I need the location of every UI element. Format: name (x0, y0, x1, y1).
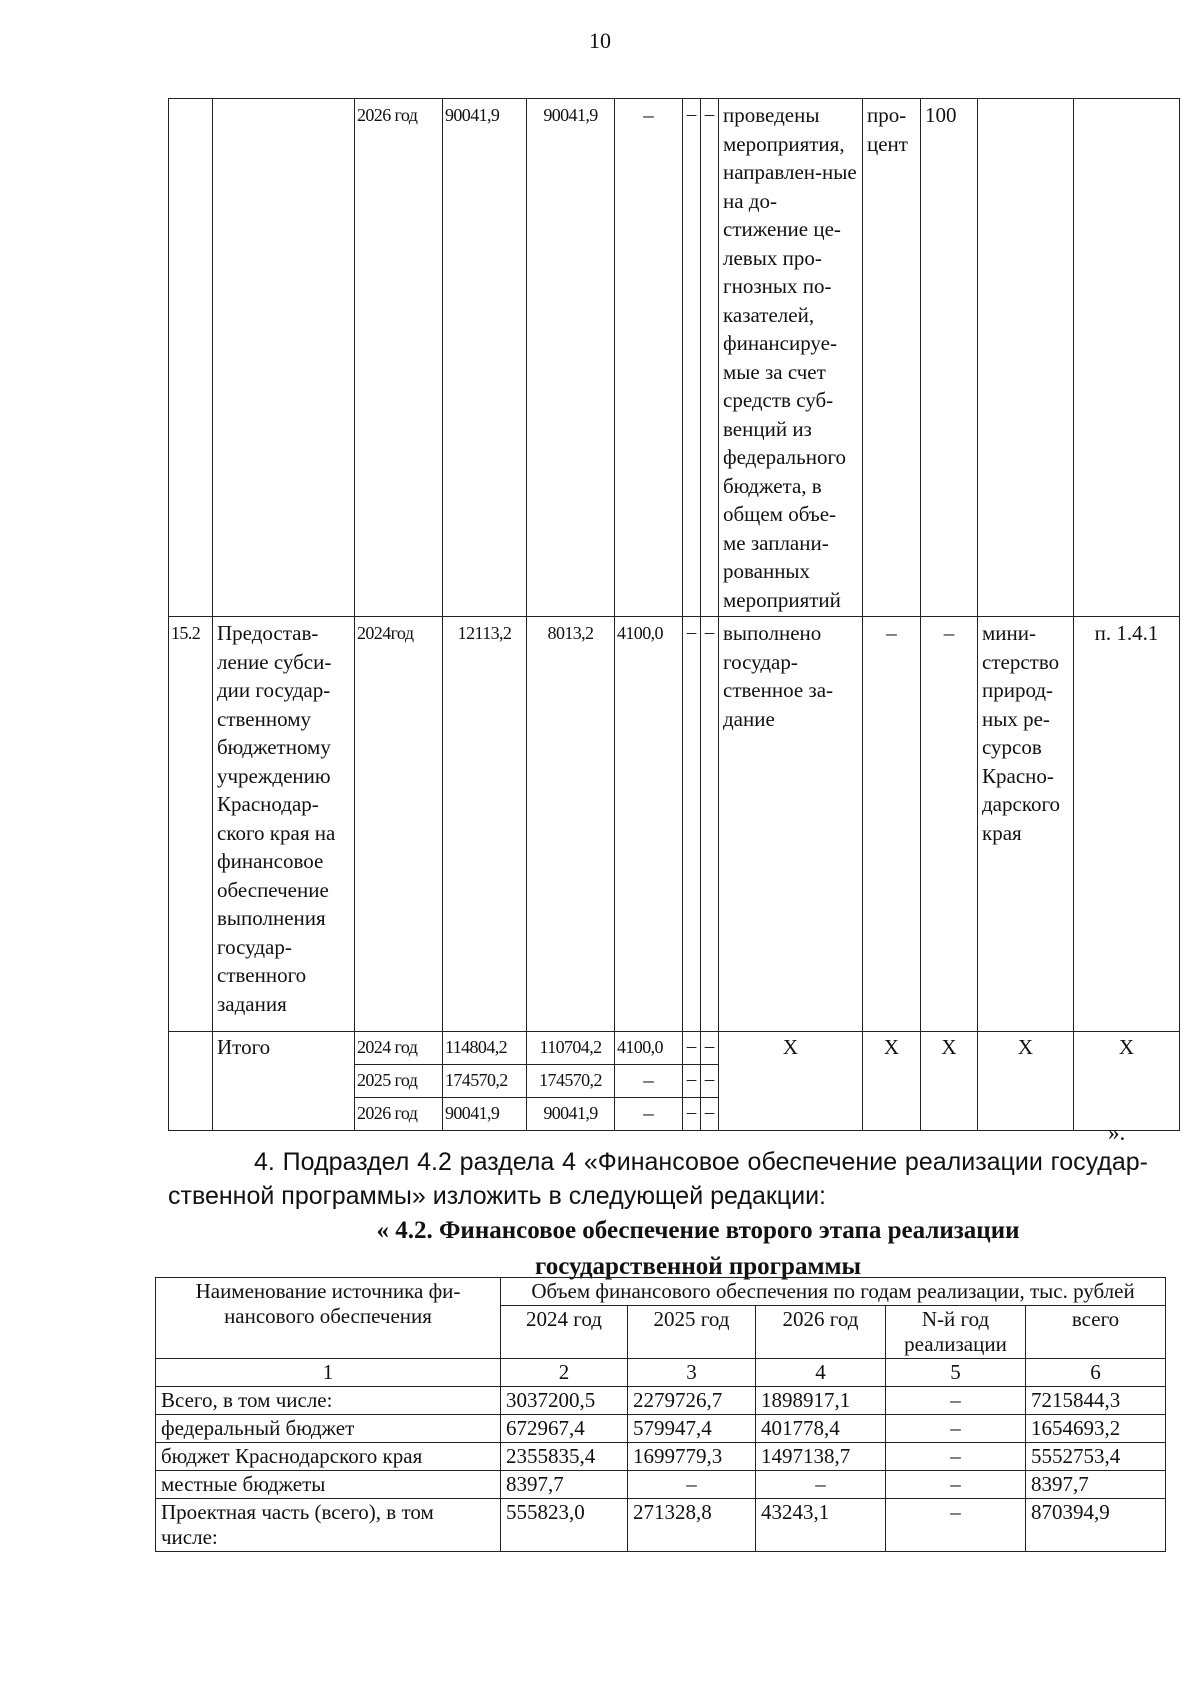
value-cell: 401778,4 (756, 1415, 886, 1443)
closing-quote: ». (1108, 1120, 1126, 1145)
header-total: всего (1026, 1306, 1166, 1359)
table-row (156, 1387, 1166, 1415)
value-cell: 555823,0 (501, 1499, 628, 1552)
col-number: 3 (628, 1359, 756, 1387)
x-cell: X (719, 1032, 863, 1131)
value-cell: 1654693,2 (1026, 1415, 1166, 1443)
executor-cell: мини-стерство природ-ных ре-сурсов Красно-дарского края (978, 617, 1074, 1032)
value-cell: 43243,1 (756, 1499, 886, 1552)
value-cell: 579947,4 (628, 1415, 756, 1443)
local-cell: – (683, 1098, 701, 1131)
table-row (156, 1499, 1166, 1552)
extra-cell: – (701, 1032, 719, 1065)
x-cell: X (921, 1032, 978, 1131)
value-cell: 1898917,1 (756, 1387, 886, 1415)
value-cell: – (628, 1471, 756, 1499)
source-name: Проектная часть (всего), в том числе: (156, 1499, 501, 1552)
financing-table (155, 1277, 1166, 1552)
header-year: 2026 год (756, 1306, 886, 1359)
value-cell: 672967,4 (501, 1415, 628, 1443)
header-source: Наименование источника фи-нансового обеспечения (156, 1278, 501, 1359)
local-cell: – (683, 99, 701, 617)
page-number: 10 (589, 28, 611, 53)
reference-cell: п. 1.4.1 (1074, 617, 1180, 1032)
local-cell: – (683, 617, 701, 1032)
result-cell: проведены мероприятия, направлен-ные на до-стижение це-левых про-гнозных по-казателей, финансируе-мые за счет средств суб-венций из федерального бюджета, в общем объе-ме заплани-рованных мероприятий (719, 99, 863, 617)
regional-cell: – (615, 1098, 683, 1131)
value-cell: 1497138,7 (756, 1443, 886, 1471)
table-row (169, 617, 1180, 1032)
federal-cell: 174570,2 (527, 1065, 615, 1098)
year-cell: 2024год (355, 617, 443, 1032)
col-number: 6 (1026, 1359, 1166, 1387)
regional-cell: – (615, 1065, 683, 1098)
year-cell: 2026 год (355, 1098, 443, 1131)
source-name: местные бюджеты (156, 1471, 501, 1499)
table-row (156, 1415, 1166, 1443)
value-cell: – (886, 1443, 1026, 1471)
year-cell: 2026 год (355, 99, 443, 617)
source-name: федеральный бюджет (156, 1415, 501, 1443)
value-cell: 5552753,4 (1026, 1443, 1166, 1471)
value-cell: 2355835,4 (501, 1443, 628, 1471)
table-row (169, 1032, 1180, 1065)
extra-cell: – (701, 1098, 719, 1131)
value-cell: 1699779,3 (628, 1443, 756, 1471)
source-name: Всего, в том числе: (156, 1387, 501, 1415)
result-cell: выполнено государ-ственное за-дание (719, 617, 863, 1032)
table-row (169, 99, 1180, 617)
federal-cell: 110704,2 (527, 1032, 615, 1065)
section-title (168, 1213, 1200, 1285)
regional-cell: 4100,0 (615, 1032, 683, 1065)
regional-cell: – (615, 99, 683, 617)
total-cell: 90041,9 (443, 1098, 527, 1131)
col-number: 5 (886, 1359, 1026, 1387)
federal-cell: 8013,2 (527, 617, 615, 1032)
activities-table (168, 98, 1180, 1131)
regional-cell: 4100,0 (615, 617, 683, 1032)
activity-name: Предостав-ление субси-дии государ-ственному бюджетному учреждению Краснодар-ского края на финансовое обеспечение выполнения государ-ственного задания (213, 617, 355, 1032)
local-cell: – (683, 1065, 701, 1098)
extra-cell: – (701, 1065, 719, 1098)
col-number: 4 (756, 1359, 886, 1387)
header-year: N-й год реализации (886, 1306, 1026, 1359)
year-cell: 2025 год (355, 1065, 443, 1098)
value-cell: – (756, 1471, 886, 1499)
itogo-label: Итого (213, 1032, 355, 1131)
table-row (156, 1359, 1166, 1387)
value-cell: 271328,8 (628, 1499, 756, 1552)
local-cell: – (683, 1032, 701, 1065)
unit-cell: про-цент (863, 99, 921, 617)
value-cell: 100 (921, 99, 978, 617)
x-cell: X (978, 1032, 1074, 1131)
source-name: бюджет Краснодарского края (156, 1443, 501, 1471)
value-cell: 3037200,5 (501, 1387, 628, 1415)
unit-cell: – (863, 617, 921, 1032)
value-cell: 7215844,3 (1026, 1387, 1166, 1415)
section-title-line: государственной программы (534, 1253, 862, 1280)
section-title-line: « 4.2. Финансовое обеспечение второго этапа реализации (376, 1217, 1020, 1244)
total-cell: 90041,9 (443, 99, 527, 617)
total-cell: 12113,2 (443, 617, 527, 1032)
value-cell: 8397,7 (501, 1471, 628, 1499)
table-row (156, 1471, 1166, 1499)
year-cell: 2024 год (355, 1032, 443, 1065)
value-cell: 870394,9 (1026, 1499, 1166, 1552)
federal-cell: 90041,9 (527, 1098, 615, 1131)
table-row (156, 1443, 1166, 1471)
value-cell: – (886, 1499, 1026, 1552)
value-cell: 2279726,7 (628, 1387, 756, 1415)
row-number: 15.2 (169, 617, 213, 1032)
extra-cell: – (701, 617, 719, 1032)
federal-cell: 90041,9 (527, 99, 615, 617)
x-cell: X (1074, 1032, 1180, 1131)
total-cell: 174570,2 (443, 1065, 527, 1098)
table-header-row (156, 1278, 1166, 1306)
value-cell: 8397,7 (1026, 1471, 1166, 1499)
total-cell: 114804,2 (443, 1032, 527, 1065)
header-year: 2025 год (628, 1306, 756, 1359)
header-volume: Объем финансового обеспечения по годам реализации, тыс. рублей (501, 1278, 1166, 1306)
col-number: 1 (156, 1359, 501, 1387)
value-cell: – (886, 1415, 1026, 1443)
col-number: 2 (501, 1359, 628, 1387)
extra-cell: – (701, 99, 719, 617)
value-cell: – (886, 1471, 1026, 1499)
header-year: 2024 год (501, 1306, 628, 1359)
value-cell: – (921, 617, 978, 1032)
x-cell: X (863, 1032, 921, 1131)
value-cell: – (886, 1387, 1026, 1415)
amendment-paragraph: 4. Подраздел 4.2 раздела 4 «Финансовое обеспечение реализации государ-ственной программы» изложить в следующей редакции: (168, 1148, 1148, 1210)
